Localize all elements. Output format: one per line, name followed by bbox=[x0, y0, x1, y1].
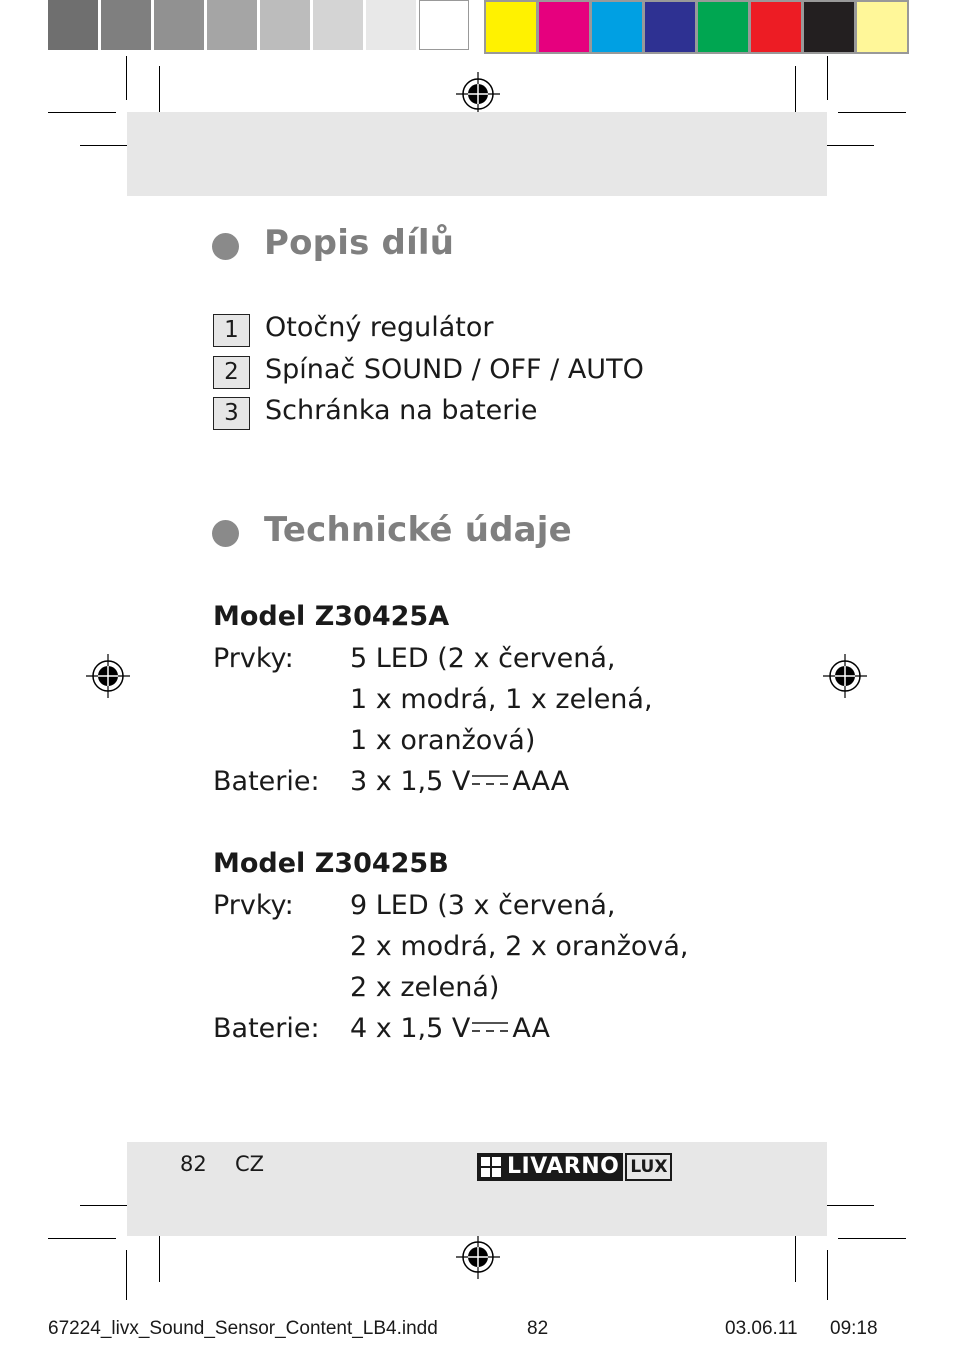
section-title-parts: Popis dílů bbox=[264, 223, 455, 263]
spec-value-elements: 2 x modrá, 2 x oranžová, bbox=[350, 931, 689, 962]
registration-mark-icon bbox=[456, 72, 500, 116]
registration-mark-icon bbox=[823, 654, 867, 698]
grey-swatch bbox=[207, 0, 257, 50]
crop-mark bbox=[820, 145, 874, 146]
crop-mark bbox=[838, 112, 906, 113]
section-bullet-icon bbox=[212, 233, 239, 260]
magenta-swatch bbox=[539, 2, 589, 52]
spec-value-battery bbox=[350, 766, 569, 797]
grey-scale-bar bbox=[48, 0, 472, 54]
spec-value-elements: 5 LED (2 x červená, bbox=[350, 643, 616, 674]
grey-swatch bbox=[154, 0, 204, 50]
grey-swatch bbox=[419, 0, 469, 50]
crop-mark bbox=[838, 1238, 906, 1239]
crop-mark bbox=[820, 1205, 874, 1206]
crop-mark bbox=[795, 1228, 796, 1282]
spec-key-battery: Baterie: bbox=[213, 1013, 320, 1044]
part-label: Spínač SOUND / OFF / AUTO bbox=[265, 354, 644, 385]
page-number: 82 bbox=[180, 1152, 207, 1176]
slug-time: 09:18 bbox=[830, 1318, 878, 1339]
cyan-swatch bbox=[592, 2, 642, 52]
slug-page: 82 bbox=[527, 1318, 549, 1339]
battery-type: AAA bbox=[512, 766, 570, 797]
crop-mark bbox=[159, 1228, 160, 1282]
black-swatch bbox=[804, 2, 854, 52]
battery-type: AA bbox=[512, 1013, 551, 1044]
direct-current-icon bbox=[472, 772, 508, 788]
spec-value-elements: 2 x zelená) bbox=[350, 972, 500, 1003]
registration-mark-icon bbox=[456, 1235, 500, 1279]
model-title: Model Z30425B bbox=[213, 848, 449, 879]
spec-value-elements: 1 x modrá, 1 x zelená, bbox=[350, 684, 653, 715]
spec-key-elements: Prvky: bbox=[213, 890, 294, 921]
brand-logo bbox=[477, 1153, 672, 1181]
part-number: 3 bbox=[213, 397, 250, 430]
model-title: Model Z30425A bbox=[213, 601, 450, 632]
battery-voltage: 3 x 1,5 V bbox=[350, 766, 471, 797]
green-swatch bbox=[698, 2, 748, 52]
yellow-swatch bbox=[486, 2, 536, 52]
crop-mark bbox=[827, 56, 828, 100]
battery-voltage: 4 x 1,5 V bbox=[350, 1013, 471, 1044]
language-code: CZ bbox=[235, 1152, 265, 1176]
grey-swatch bbox=[260, 0, 310, 50]
part-label: Schránka na baterie bbox=[265, 395, 538, 426]
header-band bbox=[127, 112, 827, 196]
crop-mark bbox=[126, 1250, 127, 1300]
crop-mark bbox=[827, 1250, 828, 1300]
section-title-specs: Technické údaje bbox=[264, 510, 572, 550]
grey-swatch bbox=[366, 0, 416, 50]
crop-mark bbox=[48, 112, 116, 113]
crop-mark bbox=[126, 56, 127, 100]
light-yellow-swatch bbox=[857, 2, 907, 52]
spec-key-battery: Baterie: bbox=[213, 766, 320, 797]
crop-mark bbox=[48, 1238, 116, 1239]
part-number: 1 bbox=[213, 314, 250, 347]
logo-squares-icon bbox=[481, 1157, 501, 1177]
registration-mark-icon bbox=[86, 654, 130, 698]
spec-value-battery bbox=[350, 1013, 550, 1044]
part-number: 2 bbox=[213, 356, 250, 389]
grey-swatch bbox=[48, 0, 98, 50]
spec-value-elements: 1 x oranžová) bbox=[350, 725, 536, 756]
direct-current-icon bbox=[472, 1019, 508, 1035]
process-color-bar bbox=[484, 0, 909, 54]
grey-swatch bbox=[313, 0, 363, 50]
spec-key-elements: Prvky: bbox=[213, 643, 294, 674]
spec-value-elements: 9 LED (3 x červená, bbox=[350, 890, 616, 921]
section-bullet-icon bbox=[212, 520, 239, 547]
blue-swatch bbox=[645, 2, 695, 52]
logo-sub-text: LUX bbox=[625, 1153, 672, 1181]
slug-date: 03.06.11 bbox=[725, 1318, 798, 1339]
slug-filename: 67224_livx_Sound_Sensor_Content_LB4.indd bbox=[48, 1318, 438, 1339]
logo-main-text: LIVARNO bbox=[507, 1154, 620, 1179]
grey-swatch bbox=[101, 0, 151, 50]
part-label: Otočný regulátor bbox=[265, 312, 494, 343]
red-swatch bbox=[751, 2, 801, 52]
